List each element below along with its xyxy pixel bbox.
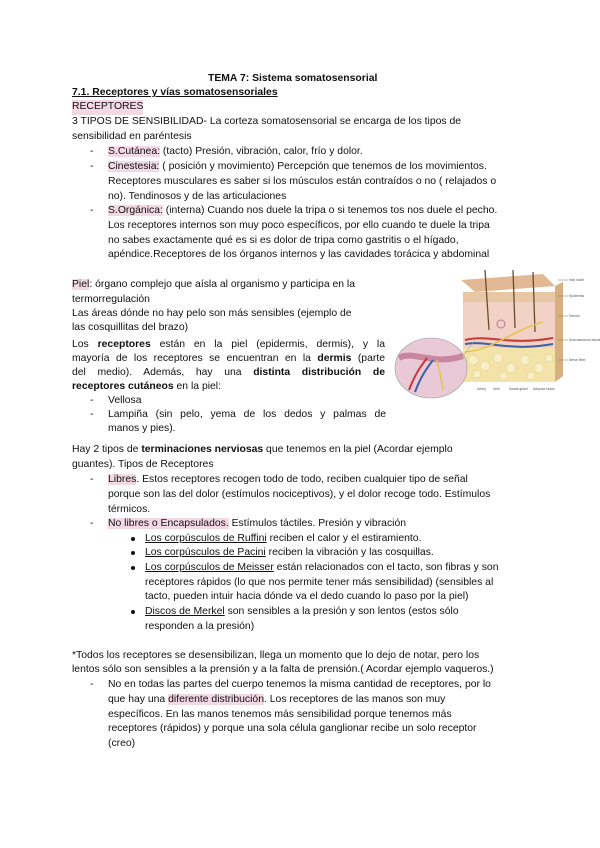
- fig-label-hair: Hair shaft: [569, 278, 584, 282]
- fig-label-epidermis: Epidermis: [569, 294, 585, 298]
- term-piel: Piel: [72, 279, 90, 290]
- piel-line-4: las cosquillitas del brazo): [72, 322, 189, 333]
- subsection-heading: RECEPTORES: [72, 100, 143, 115]
- ruffini-text: reciben el calor y el estiramiento.: [266, 533, 422, 544]
- fig-label-sweat: Sweat gland: [509, 387, 528, 391]
- p2-bold: distinta distribución de: [253, 367, 385, 378]
- section-heading: 7.1. Receptores y vías somatosensoriales: [72, 87, 278, 98]
- nota-bullet-line-2: [108, 693, 445, 708]
- type-cinestesia-line2: Receptores musculares es saber si los músculos están contraídos o no ( relajados o: [108, 176, 497, 187]
- bullet-dash: -: [90, 161, 94, 172]
- type-organica: [108, 204, 497, 219]
- ruffini-line: [145, 532, 421, 547]
- bullet-dash: -: [90, 474, 94, 485]
- term-diferente-distribucion: diferente distribución: [168, 694, 264, 705]
- nota-bullet-line-3: específicos. En las manos tenemos más sensibilidad porque tenemos más: [108, 709, 452, 720]
- bullet-dash: -: [90, 146, 94, 157]
- piel-p2-line-2: [72, 352, 385, 367]
- pacini-term: Los corpúsculos de Pacini: [145, 547, 266, 558]
- skin-type-lampina-line2: manos y pies).: [108, 423, 176, 434]
- type-cinestesia-line3: no). Tendinosos y de las articulaciones: [108, 191, 287, 202]
- p2-text: en la piel:: [173, 381, 222, 392]
- term-text: Hay 2 tipos de: [72, 444, 142, 455]
- fig-label-artery: Artery: [477, 387, 487, 391]
- piel-line-2: termorregulación: [72, 294, 150, 305]
- term-cutanea: S.Cutánea:: [108, 146, 160, 157]
- term-organica: S.Orgánica:: [108, 205, 163, 216]
- ruffini-term: Los corpúsculos de Ruffini: [145, 533, 267, 544]
- type-cutanea: [108, 145, 363, 160]
- bullet-dash: -: [90, 205, 94, 216]
- merkel-text: son sensibles a la presión y son lentos (estos sólo: [224, 606, 459, 617]
- p2-text: del medio). Además, hay una: [72, 367, 254, 378]
- meisser-term: Los corpúsculos de Meisser: [145, 562, 274, 573]
- fig-label-dermis: Dermis: [569, 314, 580, 318]
- nota-bullet-line-4: receptores (rápidos) y porque una sola célula ganglionar recibe un solo receptor: [108, 723, 477, 734]
- p2-text: mayoría de los receptores se encuentran en la: [72, 353, 318, 364]
- fig-label-nerve: Nerve fiber: [569, 358, 586, 362]
- term-encapsulados: No libres o Encapsulados.: [108, 518, 229, 529]
- piel-line-3: Las áreas dónde no hay pelo son más sensibles (ejemplo de: [72, 308, 352, 319]
- bullet-dash: -: [90, 679, 94, 690]
- fig-label-adipose: Adipose tissue: [533, 387, 556, 391]
- p2-text: Los: [72, 339, 98, 350]
- encapsulados-text: Estímulos táctiles. Presión y vibración: [228, 518, 407, 529]
- pacini-text: reciben la vibración y las cosquillas.: [265, 547, 434, 558]
- inset-zoom: [395, 338, 467, 398]
- merkel-term: Discos de Merkel: [145, 606, 225, 617]
- merkel-line-1: [145, 605, 459, 620]
- pacini-line: [145, 546, 434, 561]
- term-bold: terminaciones nerviosas: [141, 444, 264, 455]
- nota-line-2: lentos sólo son sensibles a la prensión y a la falta de prensión.( Acordar ejemplo vaqueros.): [72, 664, 494, 675]
- merkel-line-2: responden a la presión): [145, 621, 255, 632]
- bullet-dot: [131, 551, 135, 555]
- term-libres: Libres: [108, 474, 137, 485]
- bullet-dot: [131, 537, 135, 541]
- type-organica-text: (interna) Cuando nos duele la tripa o si tenemos tos nos duele el pecho.: [162, 205, 498, 216]
- piel-p2-line-1: [72, 338, 385, 353]
- meisser-text: están relacionados con el tacto, son fibras y son: [273, 562, 499, 573]
- p2-bold: dermis: [317, 353, 352, 364]
- meisser-line-2: receptores rápidos (lo que nos permite tener más sensibilidad) (sensibles al: [145, 577, 494, 588]
- nota-text: . Los receptores de las manos son muy: [263, 694, 446, 705]
- nota-line-1: *Todos los receptores se desensibilizan, llega un momento que lo dejo de notar, pero los: [72, 650, 480, 661]
- epidermis-layer: [463, 292, 555, 302]
- skin-type-vellosa: Vellosa: [108, 395, 142, 406]
- term-text: que tenemos en la piel (Acordar ejemplo: [263, 444, 453, 455]
- libres-line-2: porque son las del dolor (estímulos nociceptivos), y el dolor recoge todo. Estímulos: [108, 489, 491, 500]
- fig-label-vein: Vein: [493, 387, 500, 391]
- intro-line-1: 3 TIPOS DE SENSIBILIDAD- La corteza somatosensorial se encarga de los tipos de: [72, 116, 462, 127]
- encapsulados-line: [108, 517, 406, 532]
- p2-text: (parte: [351, 353, 385, 364]
- skin-type-lampina: Lampiña (sin pelo, yema de los dedos y palmas de: [108, 409, 386, 420]
- type-cutanea-text: (tacto) Presión, vibración, calor, frío y dolor.: [160, 146, 363, 157]
- p2-bold: receptores: [97, 339, 151, 350]
- piel-p2-line-3: [72, 366, 385, 381]
- piel-p2-line-4: [72, 380, 221, 395]
- nota-bullet-line-5: (creo): [108, 738, 136, 749]
- libres-text: . Estos receptores recogen todo de todo, reciben cualquier tipo de señal: [136, 474, 468, 485]
- piel-line-1: [72, 278, 355, 293]
- type-cinestesia-text: ( posición y movimiento) Percepción que tenemos de los movimientos.: [159, 161, 487, 172]
- intro-line-2: sensibilidad en paréntesis: [72, 131, 192, 142]
- terminaciones-line-2: guantes). Tipos de Receptores: [72, 459, 214, 470]
- p2-text: están en la piel (epidermis, dermis), y la: [150, 339, 386, 350]
- piel-line-1-text: : órgano complejo que aísla al organismo y participa en la: [89, 279, 356, 290]
- fig-label-subcutaneous: Subcutaneous tissue: [569, 338, 600, 342]
- nota-text: que hay una: [108, 694, 169, 705]
- bullet-dash: -: [90, 409, 94, 420]
- libres-line-3: térmicos.: [108, 504, 151, 515]
- bullet-dash: -: [90, 395, 94, 406]
- skin-anatomy-figure: [393, 270, 600, 405]
- bullet-dot: [131, 610, 135, 614]
- p2-bold: receptores cutáneos: [72, 381, 174, 392]
- type-organica-line4: apéndice.Receptores de los órganos internos y las cavidades torácica y abdominal: [108, 249, 490, 260]
- type-organica-line3: no sabes exactamente qué es si es dolor de tripa como gastritis o el hígado,: [108, 235, 459, 246]
- meisser-line-1: [145, 561, 498, 576]
- meisser-line-3: tacto, pueden intuir hacia dónde va el dedo cuando lo paso por la piel): [145, 591, 469, 602]
- nota-bullet-line-1: No en todas las partes del cuerpo tenemos la misma cantidad de receptores, por lo: [108, 679, 491, 690]
- bullet-dash: -: [90, 518, 94, 529]
- term-cinestesia: Cinestesia:: [108, 161, 160, 172]
- skin-side: [555, 282, 563, 382]
- terminaciones-line-1: [72, 443, 453, 458]
- type-organica-line2: Los receptores internos son muy poco específicos, por ello cuando te duele la tripa: [108, 220, 490, 231]
- page-title: TEMA 7: Sistema somatosensorial: [208, 73, 378, 84]
- type-cinestesia: [108, 160, 487, 175]
- bullet-dot: [131, 566, 135, 570]
- libres-line-1: [108, 473, 468, 488]
